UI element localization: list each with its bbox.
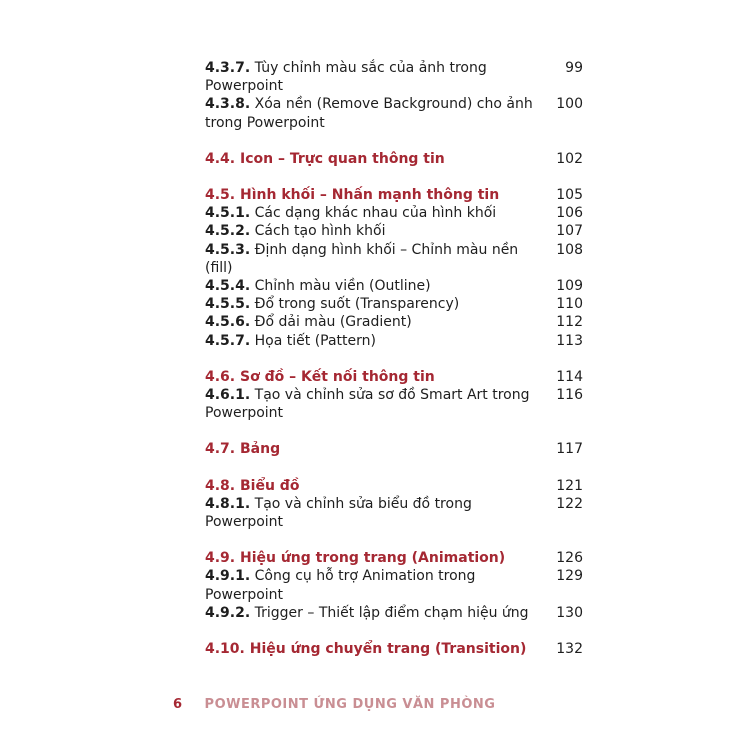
toc-entry-number: 4.9.1. [205, 568, 251, 585]
toc-entry-number: 4.5.4. [205, 278, 251, 295]
toc-section-4-4 [205, 150, 583, 168]
toc-entry-title: Tùy chỉnh màu sắc của ảnh trong Powerpoint [205, 60, 487, 95]
toc-entry-4-5-6 [205, 313, 583, 331]
toc-entry-page: 113 [556, 332, 583, 349]
toc-gap [205, 132, 583, 150]
toc-entry-4-3-8 [205, 95, 583, 131]
toc-section-4-5 [205, 186, 583, 204]
toc-section-4-7 [205, 440, 583, 458]
toc-entry-page: 106 [556, 205, 583, 222]
toc-entry-number: 4.5.3. [205, 241, 251, 258]
toc-entry-4-5-1 [205, 204, 583, 222]
toc-section-title: 4.9. Hiệu ứng trong trang (Animation) [205, 550, 506, 567]
toc-entry-page: 109 [556, 278, 583, 295]
toc-entry-page: 108 [556, 241, 583, 258]
toc-section-4-9 [205, 549, 583, 567]
toc-entry-number: 4.5.2. [205, 223, 251, 240]
toc-entry-page: 107 [556, 223, 583, 240]
toc-section-4-8 [205, 477, 583, 495]
toc-entry-page: 117 [556, 441, 583, 458]
toc-entry-page: 116 [556, 387, 583, 404]
toc-entry-title: Tạo và chỉnh sửa biểu đồ trong Powerpoint [205, 495, 472, 531]
toc-entry-page: 102 [556, 150, 583, 167]
toc-section-title: 4.10. Hiệu ứng chuyển trang (Transition) [205, 641, 527, 658]
toc-gap [205, 350, 583, 368]
toc-entry-4-9-2 [205, 604, 583, 622]
table-of-contents [205, 59, 583, 658]
toc-entry-page: 105 [556, 187, 583, 204]
toc-entry-page: 99 [565, 60, 583, 76]
toc-gap [205, 622, 583, 640]
toc-entry-page: 132 [556, 641, 583, 658]
toc-entry-title: Trigger – Thiết lập điểm chạm hiệu ứng [250, 604, 529, 621]
toc-section-title: 4.8. Biểu đồ [205, 477, 300, 494]
toc-entry-page: 100 [556, 96, 583, 113]
book-title: POWERPOINT ỨNG DỤNG VĂN PHÒNG [204, 697, 496, 712]
toc-entry-title: Đổ trong suốt (Transparency) [250, 296, 460, 313]
toc-entry-title: Họa tiết (Pattern) [250, 332, 376, 349]
toc-entry-title: Đổ dải màu (Gradient) [250, 314, 412, 331]
toc-entry-title: Định dạng hình khối – Chỉnh màu nền (fill) [205, 241, 519, 276]
toc-gap [205, 531, 583, 549]
page-number: 6 [173, 697, 183, 712]
toc-gap [205, 168, 583, 186]
toc-entry-number: 4.5.5. [205, 296, 251, 313]
toc-entry-page: 129 [556, 568, 583, 585]
toc-entry-title: Tạo và chỉnh sửa sơ đồ Smart Art trong Powerpoint [205, 387, 530, 422]
toc-entry-page: 114 [556, 368, 583, 385]
toc-section-4-10 [205, 640, 583, 658]
toc-section-title: 4.7. Bảng [205, 441, 281, 458]
toc-entry-4-8-1 [205, 495, 583, 531]
toc-entry-4-6-1 [205, 386, 583, 422]
toc-section-4-6 [205, 368, 583, 386]
toc-entry-page: 126 [556, 550, 583, 567]
toc-entry-number: 4.3.8. [205, 96, 251, 113]
toc-section-title: 4.6. Sơ đồ – Kết nối thông tin [205, 368, 435, 385]
toc-entry-number: 4.9.2. [205, 604, 251, 621]
toc-entry-page: 122 [556, 495, 583, 512]
toc-entry-number: 4.3.7. [205, 60, 251, 76]
toc-entry-4-5-7 [205, 332, 583, 350]
toc-entry-number: 4.8.1. [205, 495, 251, 512]
toc-entry-4-5-2 [205, 222, 583, 240]
toc-gap [205, 459, 583, 477]
toc-entry-number: 4.5.7. [205, 332, 251, 349]
toc-entry-title: Công cụ hỗ trợ Animation trong Powerpoint [205, 568, 476, 603]
toc-entry-page: 121 [556, 477, 583, 494]
toc-entry-number: 4.6.1. [205, 387, 251, 404]
toc-entry-title: Xóa nền (Remove Background) cho ảnh trong Powerpoint [205, 96, 533, 131]
toc-entry-page: 112 [556, 314, 583, 331]
toc-entry-number: 4.5.1. [205, 205, 251, 222]
toc-entry-4-5-5 [205, 295, 583, 313]
toc-entry-4-3-7 [205, 59, 583, 95]
toc-entry-page: 130 [556, 604, 583, 621]
toc-entry-4-9-1 [205, 567, 583, 603]
toc-entry-title: Cách tạo hình khối [250, 223, 386, 240]
toc-entry-page: 110 [556, 296, 583, 313]
toc-gap [205, 422, 583, 440]
toc-section-title: 4.5. Hình khối – Nhấn mạnh thông tin [205, 187, 500, 204]
toc-section-title: 4.4. Icon – Trực quan thông tin [205, 150, 445, 167]
toc-entry-number: 4.5.6. [205, 314, 251, 331]
toc-entry-4-5-4 [205, 277, 583, 295]
toc-entry-title: Chỉnh màu viền (Outline) [250, 278, 431, 295]
toc-entry-title: Các dạng khác nhau của hình khối [250, 205, 497, 222]
toc-entry-4-5-3 [205, 241, 583, 277]
page-footer [173, 697, 495, 712]
